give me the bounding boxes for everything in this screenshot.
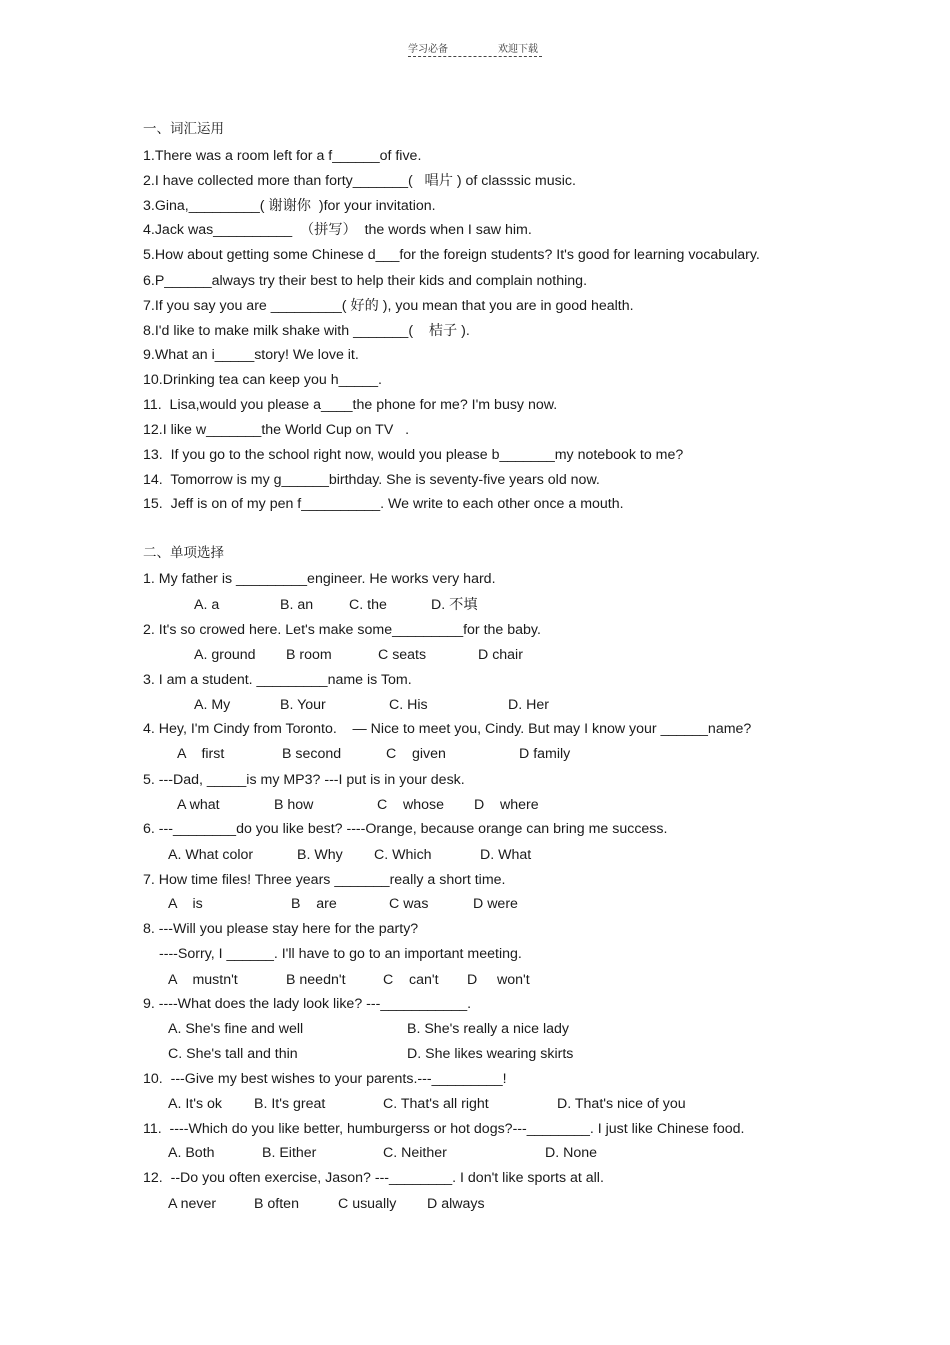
vocab-item-12: 12.I like w_______the World Cup on TV . [143, 422, 410, 438]
vocab-item-11: 11. Lisa,would you please a____the phone for me? I'm busy now. [143, 397, 558, 413]
option-d: D where [474, 797, 539, 813]
question-5: 5. ---Dad, _____is my MP3? ---I put is in your desk. [143, 772, 465, 788]
option-d: D. What [480, 847, 532, 863]
option-d: D chair [478, 647, 523, 663]
option-b: B room [286, 647, 332, 663]
option-a: A never [168, 1196, 217, 1212]
question-8: 8. ---Will you please stay here for the party? [143, 921, 419, 937]
option-b: B. Your [280, 697, 326, 713]
option-a: A. ground [194, 647, 256, 663]
vocab-item-10: 10.Drinking tea can keep you h_____. [143, 372, 382, 388]
option-c: C whose [377, 797, 445, 813]
question-1: 1. My father is _________engineer. He works very hard. [143, 571, 496, 587]
option-b: B how [274, 797, 314, 813]
option-a: A is [168, 896, 203, 912]
vocab-item-7: 7.If you say you are _________( 好的 ), you mean that you are in good health. [143, 298, 634, 314]
option-b: B. an [280, 597, 314, 613]
option-c: C given [386, 746, 446, 762]
option-d: D. She likes wearing skirts [407, 1046, 574, 1062]
question-10: 10. ---Give my best wishes to your parents.---_________! [143, 1071, 507, 1087]
option-c: C. That's all right [383, 1096, 489, 1112]
question-6: 6. ---________do you like best? ----Orange, because orange can bring me success. [143, 821, 668, 837]
question-9: 9. ----What does the lady look like? ---___________. [143, 996, 472, 1012]
option-a: A. My [194, 697, 231, 713]
option-b: B needn't [286, 972, 346, 988]
section1-title: 一、词汇运用 [143, 121, 224, 137]
option-a: A. She's fine and well [168, 1021, 304, 1037]
question-7: 7. How time files! Three years _______really a short time. [143, 872, 506, 888]
option-a: A first [177, 746, 225, 762]
option-a: A mustn't [168, 972, 238, 988]
question-2: 2. It's so crowed here. Let's make some_________for the baby. [143, 622, 541, 638]
option-d: D family [519, 746, 571, 762]
question-11: 11. ----Which do you like better, humburgerss or hot dogs?---________. I just like Chinese food. [143, 1121, 745, 1137]
option-d: D. Her [508, 697, 549, 713]
option-a: A. What color [168, 847, 254, 863]
option-c: C. His [389, 697, 428, 713]
option-b: B. Why [297, 847, 343, 863]
option-a: A. Both [168, 1145, 215, 1161]
vocab-item-2: 2.I have collected more than forty_______( 唱片 ) of classsic music. [143, 173, 576, 189]
vocab-item-13: 13. If you go to the school right now, would you please b_______my notebook to me? [143, 447, 684, 463]
option-c: C can't [383, 972, 439, 988]
vocab-item-8: 8.I'd like to make milk shake with _______( 桔子 ). [143, 323, 470, 339]
option-a: A what [177, 797, 220, 813]
option-c: C seats [378, 647, 427, 663]
question-8-reply: ----Sorry, I ______. I'll have to go to an important meeting. [159, 946, 522, 962]
option-b: B second [282, 746, 342, 762]
option-a: A. a [194, 597, 220, 613]
option-c: C. She's tall and thin [168, 1046, 298, 1062]
option-c: C. Neither [383, 1145, 447, 1161]
question-3: 3. I am a student. _________name is Tom. [143, 672, 412, 688]
option-d: D. None [545, 1145, 598, 1161]
question-4: 4. Hey, I'm Cindy from Toronto. — Nice to meet you, Cindy. But may I know your ______name? [143, 721, 752, 737]
option-d: D. 不填 [431, 597, 478, 613]
option-c: C usually [338, 1196, 397, 1212]
vocab-item-6: 6.P______always try their best to help their kids and complain nothing. [143, 273, 588, 289]
header-right-text: 欢迎下载 [498, 44, 538, 55]
vocab-item-3: 3.Gina,_________( 谢谢你 )for your invitation. [143, 198, 436, 214]
option-d: D always [427, 1196, 485, 1212]
option-d: D. That's nice of you [557, 1096, 686, 1112]
option-c: C. Which [374, 847, 432, 863]
option-a: A. It's ok [168, 1096, 222, 1112]
vocab-item-14: 14. Tomorrow is my g______birthday. She is seventy-five years old now. [143, 472, 600, 488]
vocab-item-15: 15. Jeff is on of my pen f__________. We write to each other once a mouth. [143, 496, 624, 512]
option-b: B are [291, 896, 337, 912]
option-b: B. It's great [254, 1096, 326, 1112]
header-left-text: 学习必备 [408, 44, 448, 55]
option-d: D won't [467, 972, 530, 988]
option-c: C. the [349, 597, 387, 613]
section2-title: 二、单项选择 [143, 545, 224, 561]
question-12: 12. --Do you often exercise, Jason? ---________. I don't like sports at all. [143, 1170, 604, 1186]
option-d: D were [473, 896, 518, 912]
vocab-item-1: 1.There was a room left for a f______of five. [143, 148, 422, 164]
vocab-item-9: 9.What an i_____story! We love it. [143, 347, 359, 363]
option-b: B often [254, 1196, 299, 1212]
option-b: B. Either [262, 1145, 317, 1161]
option-c: C was [389, 896, 429, 912]
option-b: B. She's really a nice lady [407, 1021, 570, 1037]
vocab-item-5: 5.How about getting some Chinese d___for the foreign students? It's good for learning vocabulary. [143, 247, 760, 263]
page-header [408, 38, 542, 57]
vocab-item-4: 4.Jack was__________ （拼写） the words when I saw him. [143, 222, 532, 238]
